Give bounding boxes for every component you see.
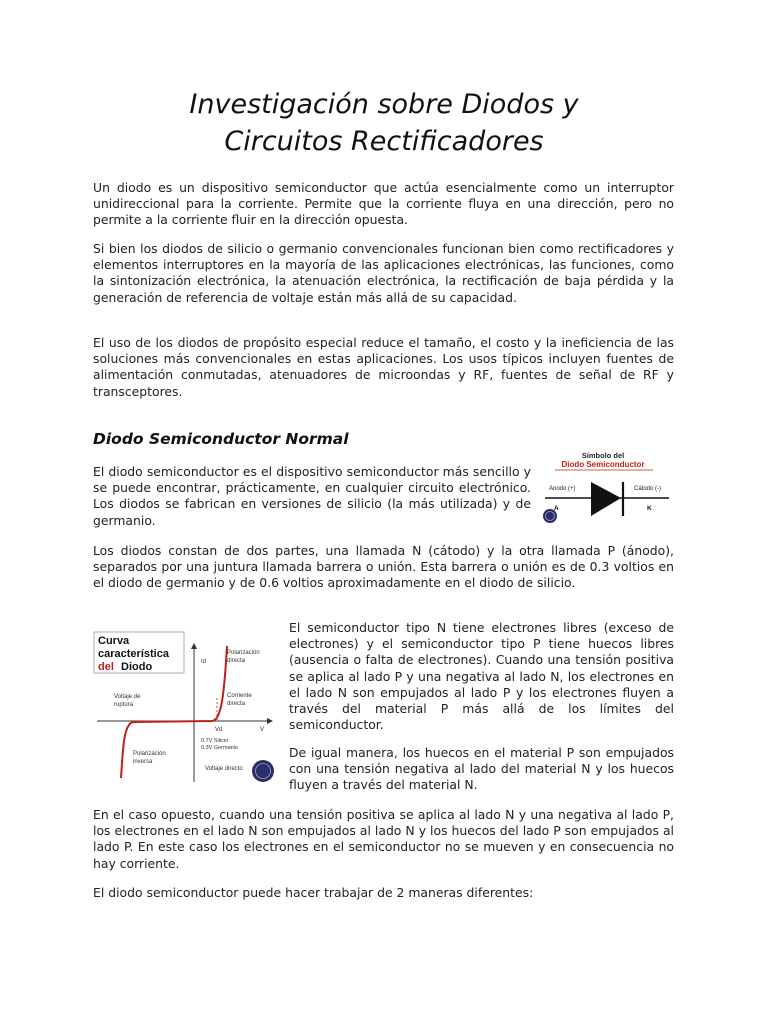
title-line-1: Investigación sobre Diodos y bbox=[189, 89, 579, 120]
curve-title-1: Curva bbox=[98, 635, 130, 647]
paragraph-silicon-germanium: Si bien los diodos de silicio o germanio convencionales funcionan bien como rectificadores y elementos interruptores en la mayoría de las aplicaciones electrónicas, las funciones, como la sintonización electrónica, la atenuación electrónica, la rectificación de baja pérdida y la generación de referencia de voltaje están más allá de su capacidad. bbox=[93, 241, 674, 305]
anode-label: Anodo (+) bbox=[549, 486, 576, 492]
curve-title-3a: del bbox=[98, 661, 114, 673]
curve-title-3b: Diodo bbox=[121, 661, 153, 673]
voltaje-directo-label: Voltaje directo bbox=[205, 766, 243, 772]
title-line-2: Circuitos Rectificadores bbox=[224, 126, 544, 157]
pol-directa-2: directa bbox=[227, 658, 246, 664]
paragraph-n-p-types: El semiconductor tipo N tiene electrones libres (exceso de electrones) y el semiconductor tipo P tiene huecos libres (ausencia o falta de electrones). Cuando una tensión positiva se aplica al lado P y una negativa al lado N, los electrones en el lado N son empujados al lado P y los electrones fluyen a través del material P más allá de los límites del semiconductor. bbox=[289, 620, 674, 733]
symbol-title-1: Símbolo del bbox=[581, 451, 625, 460]
germanio-label: 0.3V Germanio bbox=[201, 745, 238, 751]
x-axis-arrow bbox=[267, 718, 273, 724]
paragraph-diode-parts: Los diodos constan de dos partes, una llamada N (cátodo) y la otra llamada P (ánodo), separados por una juntura llamada barrera o unión. Esta barrera o unión es de 0.3 voltios en el diodo de germanio y de 0.6 voltios aproximadamente en el diodo de silicio. bbox=[93, 543, 674, 591]
corriente-directa-1: Corriente bbox=[227, 693, 252, 699]
id-label: Id bbox=[201, 659, 207, 665]
paragraph-intro: Un diodo es un dispositivo semiconductor que actúa esencialmente como un interruptor unidireccional para la corriente. Permite que la corriente fluya en una dirección, pero no permite a la corriente fluir en la dirección opuesta. bbox=[93, 180, 674, 228]
symbol-title-2: Diodo Semiconductor bbox=[561, 460, 645, 469]
characteristic-curve-figure bbox=[93, 628, 277, 784]
silicio-label: 0.7V Silicio bbox=[201, 738, 229, 744]
section-heading: Diodo Semiconductor Normal bbox=[93, 430, 349, 448]
paragraph-two-ways: El diodo semiconductor puede hacer trabajar de 2 maneras diferentes: bbox=[93, 885, 534, 900]
pol-inversa-2: inversa bbox=[133, 759, 153, 765]
corriente-directa-2: directa bbox=[227, 701, 246, 707]
v-label: V bbox=[260, 727, 265, 733]
cathode-label: Cátodo (-) bbox=[634, 486, 662, 492]
anode-letter: A bbox=[554, 505, 559, 512]
curve-title-2: característica bbox=[98, 648, 169, 660]
paragraph-semiconductor-diode: El diodo semiconductor es el dispositivo semiconductor más sencillo y se puede encontrar, prácticamente, en cualquier circuito electrónico. Los diodos se fabrican en versiones de silicio (la más utilizada) y de germanio. bbox=[93, 464, 531, 528]
pol-directa-1: Polarización bbox=[227, 650, 260, 656]
paragraph-holes: De igual manera, los huecos en el material P son empujados con una tensión negativa al lado del material N y los huecos fluyen a través del material N. bbox=[289, 745, 674, 793]
voltaje-ruptura-2: ruptura bbox=[114, 702, 134, 708]
y-axis-arrow bbox=[191, 643, 197, 649]
pol-inversa-1: Polarización bbox=[133, 751, 166, 757]
voltaje-ruptura-1: Voltaje de bbox=[114, 694, 141, 700]
paragraph-special-purpose: El uso de los diodos de propósito especial reduce el tamaño, el costo y la ineficiencia de las soluciones más convencionales en estas aplicaciones. Los usos típicos incluyen fuentes de alimentación conmutadas, atenuadores de microondas y RF, fuentes de señal de RF y transceptores. bbox=[93, 335, 674, 399]
vd-label: Vd bbox=[215, 727, 223, 733]
diode-symbol-figure bbox=[541, 449, 673, 525]
paragraph-opposite-case: En el caso opuesto, cuando una tensión positiva se aplica al lado N y una negativa al lado P, los electrones en el lado N son empujados al lado N y los huecos del lado P son empujados al lado P. En este caso los electrones en el semiconductor no se mueven y en consecuencia no hay corriente. bbox=[93, 807, 674, 871]
document-title bbox=[0, 86, 768, 160]
diode-triangle bbox=[591, 482, 621, 516]
cathode-letter: K bbox=[647, 505, 652, 512]
